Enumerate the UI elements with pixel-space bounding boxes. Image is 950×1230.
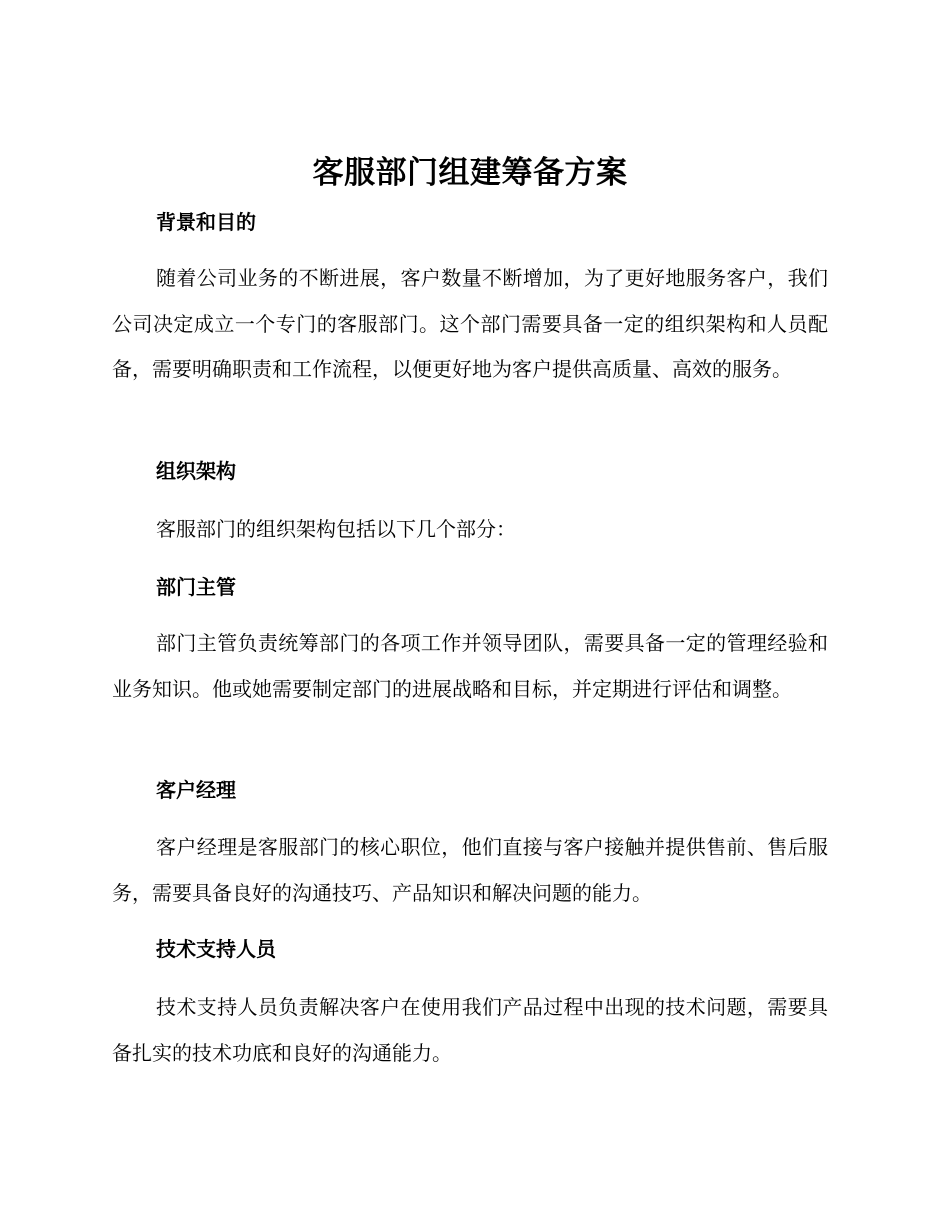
section-paragraph-background: 随着公司业务的不断进展，客户数量不断增加，为了更好地服务客户，我们公司决定成立一个专门的客服部门。这个部门需要具备一定的组织架构和人员配备，需要明确职责和工作流程，以便更好地为客户提供高质量、高效的服务。 (112, 266, 828, 381)
document-title: 客服部门组建筹备方案 (312, 155, 628, 191)
section-heading-department-head: 部门主管 (156, 575, 236, 599)
section-paragraph-organization: 客服部门的组织架构包括以下几个部分： (156, 517, 516, 541)
section-heading-background: 背景和目的 (156, 210, 256, 234)
section-paragraph-department-head: 部门主管负责统筹部门的各项工作并领导团队，需要具备一定的管理经验和业务知识。他或她需要制定部门的进展战略和目标，并定期进行评估和调整。 (112, 631, 828, 701)
section-paragraph-tech-support: 技术支持人员负责解决客户在使用我们产品过程中出现的技术问题，需要具备扎实的技术功底和良好的沟通能力。 (112, 995, 828, 1065)
section-paragraph-account-manager: 客户经理是客服部门的核心职位，他们直接与客户接触并提供售前、售后服务，需要具备良好的沟通技巧、产品知识和解决问题的能力。 (112, 835, 828, 905)
section-heading-tech-support: 技术支持人员 (156, 937, 276, 961)
section-heading-organization: 组织架构 (156, 459, 236, 483)
section-heading-account-manager: 客户经理 (156, 778, 236, 802)
